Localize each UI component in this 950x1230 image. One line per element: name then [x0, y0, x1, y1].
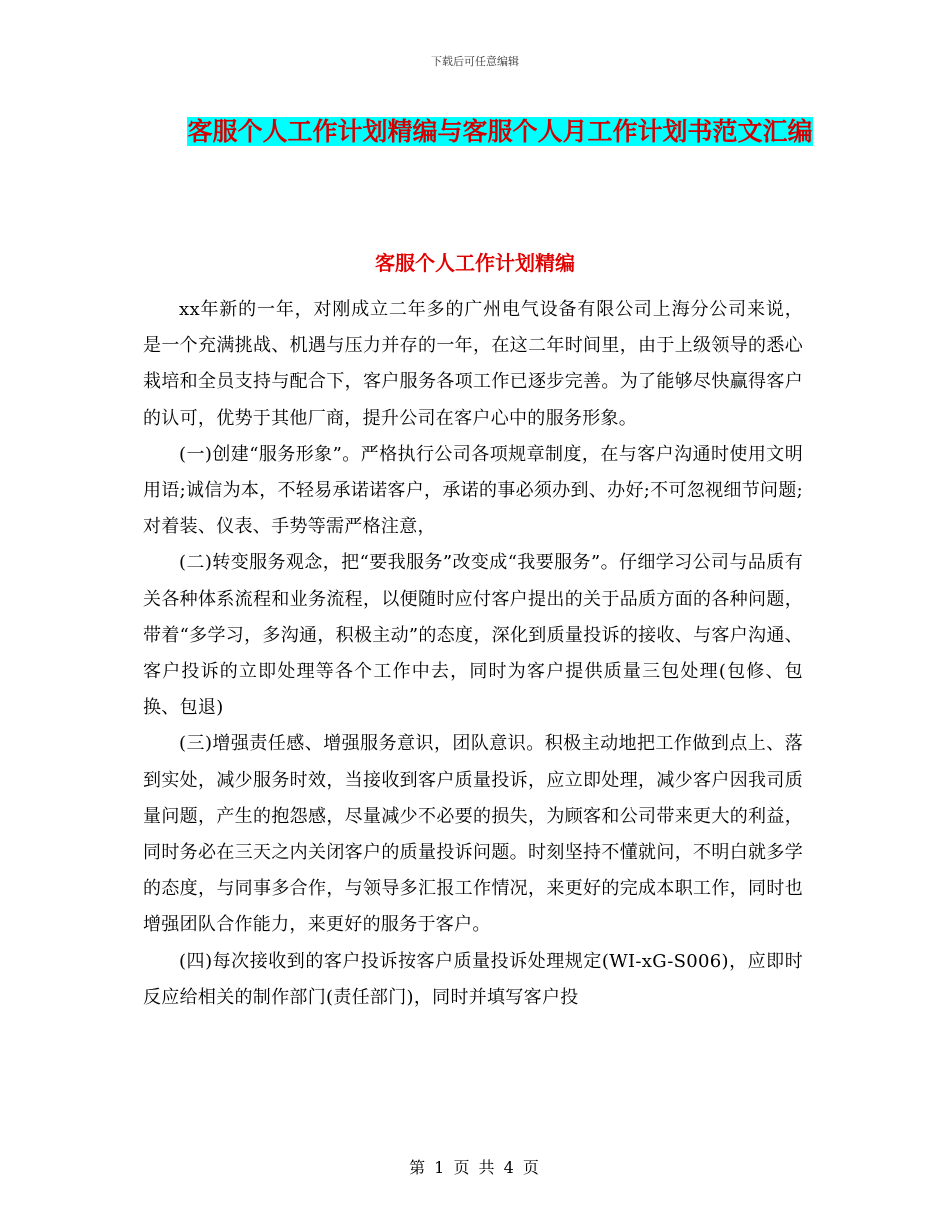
document-title	[180, 110, 820, 154]
paragraph-3: (三)增强责任感、增强服务意识，团队意识。积极主动地把工作做到点上、落到实处，减少服务时效，当接收到客户质量投诉，应立即处理，减少客户因我司质量问题，产生的抱怨感，尽量减少不必要的损失，为顾客和公司带来更大的利益，同时务必在三天之内关闭客户的质量投诉问题。时刻坚持不懂就问，不明白就多学的态度，与同事多合作，与领导多汇报工作情况，来更好的完成本职工作，同时也增强团队合作能力，来更好的服务于客户。	[143, 733, 803, 936]
section-title: 客服个人工作计划精编	[375, 251, 575, 275]
paragraph-4: (四)每次接收到的客户投诉按客户质量投诉处理规定(WI-xG-S006)，应即时反应给相关的制作部门(责任部门)，同时并填写客户投	[143, 950, 803, 1008]
paragraph-intro: xx年新的一年，对刚成立二年多的广州电气设备有限公司上海分公司来说，是一个充满挑战、机遇与压力并存的一年，在这二年时间里，由于上级领导的悉心栽培和全员支持与配合下，客户服务各项工作已逐步完善。为了能够尽快赢得客户的认可，优势于其他厂商，提升公司在客户心中的服务形象。	[143, 299, 803, 429]
document-title-text: 客服个人工作计划精编与客服个人月工作计划书范文汇编	[187, 117, 813, 146]
header-note: 下载后可任意编辑	[431, 55, 519, 68]
page-number-footer: 第 1 页 共 4 页	[409, 1158, 541, 1177]
document-body	[143, 292, 803, 1016]
paragraph-1: (一)创建“服务形象”。严格执行公司各项规章制度，在与客户沟通时使用文明用语;诚信为本，不轻易承诺诺客户，承诺的事必须办到、办好;不可忽视细节问题;对着装、仪表、手势等需严格注意，	[143, 443, 803, 538]
paragraph-2: (二)转变服务观念，把“要我服务”改变成“我要服务”。仔细学习公司与品质有关各种体系流程和业务流程，以便随时应付客户提出的关于品质方面的各种问题，带着“多学习，多沟通，积极主动”的态度，深化到质量投诉的接收、与客户沟通、客户投诉的立即处理等各个工作中去，同时为客户提供质量三包处理(包修、包换、包退)	[143, 552, 803, 719]
